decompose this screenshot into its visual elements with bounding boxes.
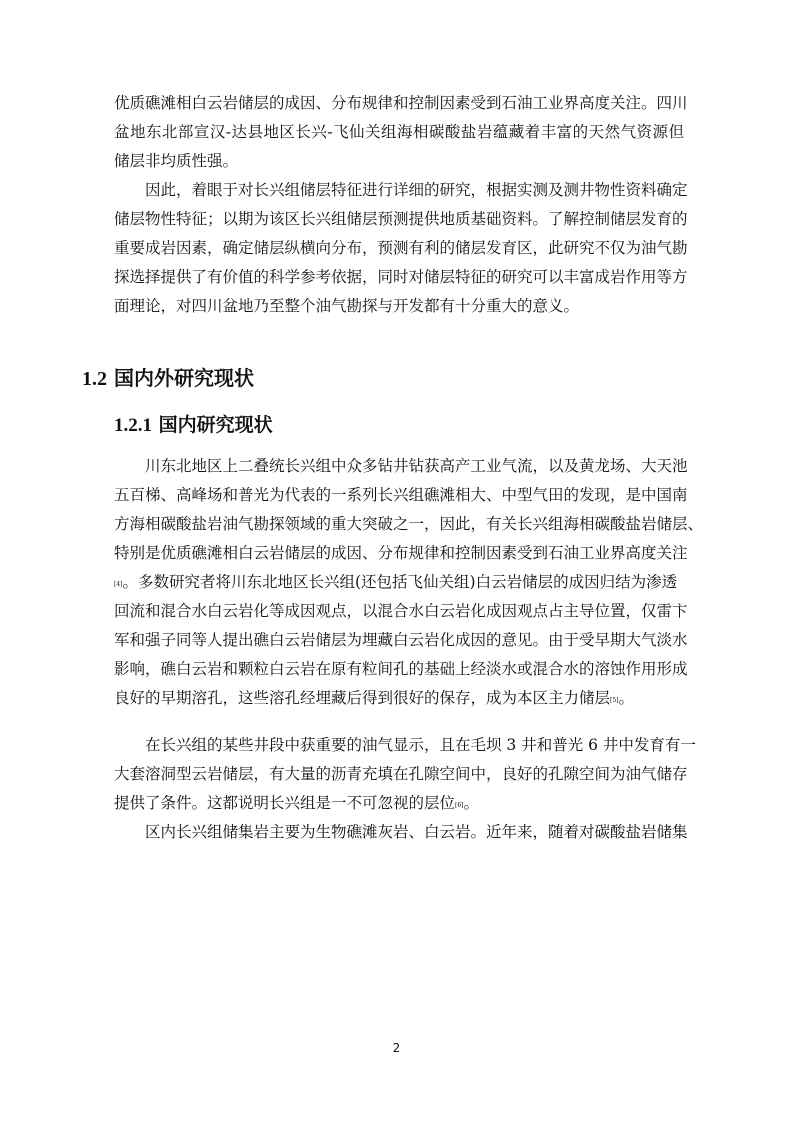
text-line: 盆地东北部宣汉-达县地区长兴-飞仙关组海相碳酸盐岩蕴藏着丰富的天然气资源但 <box>114 123 684 141</box>
section-number: 1.2 <box>82 368 107 390</box>
citation-ref: [6] <box>455 802 464 809</box>
section-title: 国内外研究现状 <box>113 366 254 390</box>
paragraph-continuation <box>114 89 688 176</box>
text-line: 因此，着眼于对长兴组储层特征进行详细的研究，根据实测及测井物性资料确定 <box>145 181 688 199</box>
text-span: 。多数研究者将川东北地区长兴组(还包括飞仙关组)白云岩储层的成因归结为渗透 <box>122 573 678 591</box>
text-span: 良好的早期溶孔，这些溶孔经埋藏后得到很好的保存，成为本区主力储层 <box>114 689 611 707</box>
text-line: 区内长兴组储集岩主要为生物礁滩灰岩、白云岩。近年来，随着对碳酸盐岩储集 <box>145 823 688 841</box>
text-line: 川东北地区上二叠统长兴组中众多钻井钻获高产工业气流，以及黄龙场、大天池 <box>145 457 688 475</box>
text-line: 影响，礁白云岩和颗粒白云岩在原有粒间孔的基础上经淡水或混合水的溶蚀作用形成 <box>114 660 688 678</box>
text-line <box>114 789 684 818</box>
text-line: 回流和混合水白云岩化等成因观点，以混合水白云岩化成因观点占主导位置，仅雷卞 <box>114 602 688 620</box>
page-number: 2 <box>392 1041 401 1055</box>
text-line: 重要成岩因素，确定储层纵横向分布，预测有利的储层发育区，此研究不仅为油气勘 <box>114 239 688 257</box>
text-line: 大套溶洞型云岩储层，有大量的沥青充填在孔隙空间中，良好的孔隙空间为油气储存 <box>114 765 688 783</box>
text-line: 面理论，对四川盆地乃至整个油气勘探与开发都有十分重大的意义。 <box>114 297 580 315</box>
text-line: 储层物性特征；以期为该区长兴组储层预测提供地质基础资料。了解控制储层发育的 <box>114 210 688 228</box>
text-line: 在长兴组的某些井段中获重要的油气显示，且在毛坝 3 井和普光 6 井中发育有一 <box>145 736 696 754</box>
text-span: 。 <box>618 689 635 707</box>
subsection-heading <box>114 410 273 437</box>
text-line: 储层非均质性强。 <box>114 152 239 170</box>
paragraph-significance <box>114 176 688 321</box>
text-line: 方海相碳酸盐岩油气勘探领域的重大突破之一，因此，有关长兴组海相碳酸盐岩储层、 <box>114 515 704 533</box>
text-line <box>114 684 684 713</box>
subsection-number: 1.2.1 <box>114 415 152 436</box>
paragraph-changxing-shows <box>114 731 696 818</box>
citation-ref: [4] <box>114 581 123 588</box>
citation-ref: [5] <box>610 697 619 704</box>
paragraph-domestic-research <box>114 452 704 713</box>
paragraph-reservoir-rocks <box>114 818 688 847</box>
text-line: 特别是优质礁滩相白云岩储层的成因、分布规律和控制因素受到石油工业界高度关注 <box>114 544 688 562</box>
text-line <box>114 568 684 597</box>
text-line: 优质礁滩相白云岩储层的成因、分布规律和控制因素受到石油工业界高度关注。四川 <box>114 94 688 112</box>
text-line: 军和强子同等人提出礁白云岩储层为埋藏白云岩化成因的意见。由于受早期大气淡水 <box>114 631 688 649</box>
text-span: 提供了条件。这都说明长兴组是一不可忽视的层位 <box>114 794 456 812</box>
text-span: 。 <box>463 794 480 812</box>
section-heading <box>82 362 254 391</box>
text-line: 探选择提供了有价值的科学参考依据，同时对储层特征的研究可以丰富成岩作用等方 <box>114 268 688 286</box>
text-line: 五百梯、高峰场和普光为代表的一系列长兴组礁滩相大、中型气田的发现，是中国南 <box>114 486 688 504</box>
subsection-title: 国内研究现状 <box>158 414 273 436</box>
